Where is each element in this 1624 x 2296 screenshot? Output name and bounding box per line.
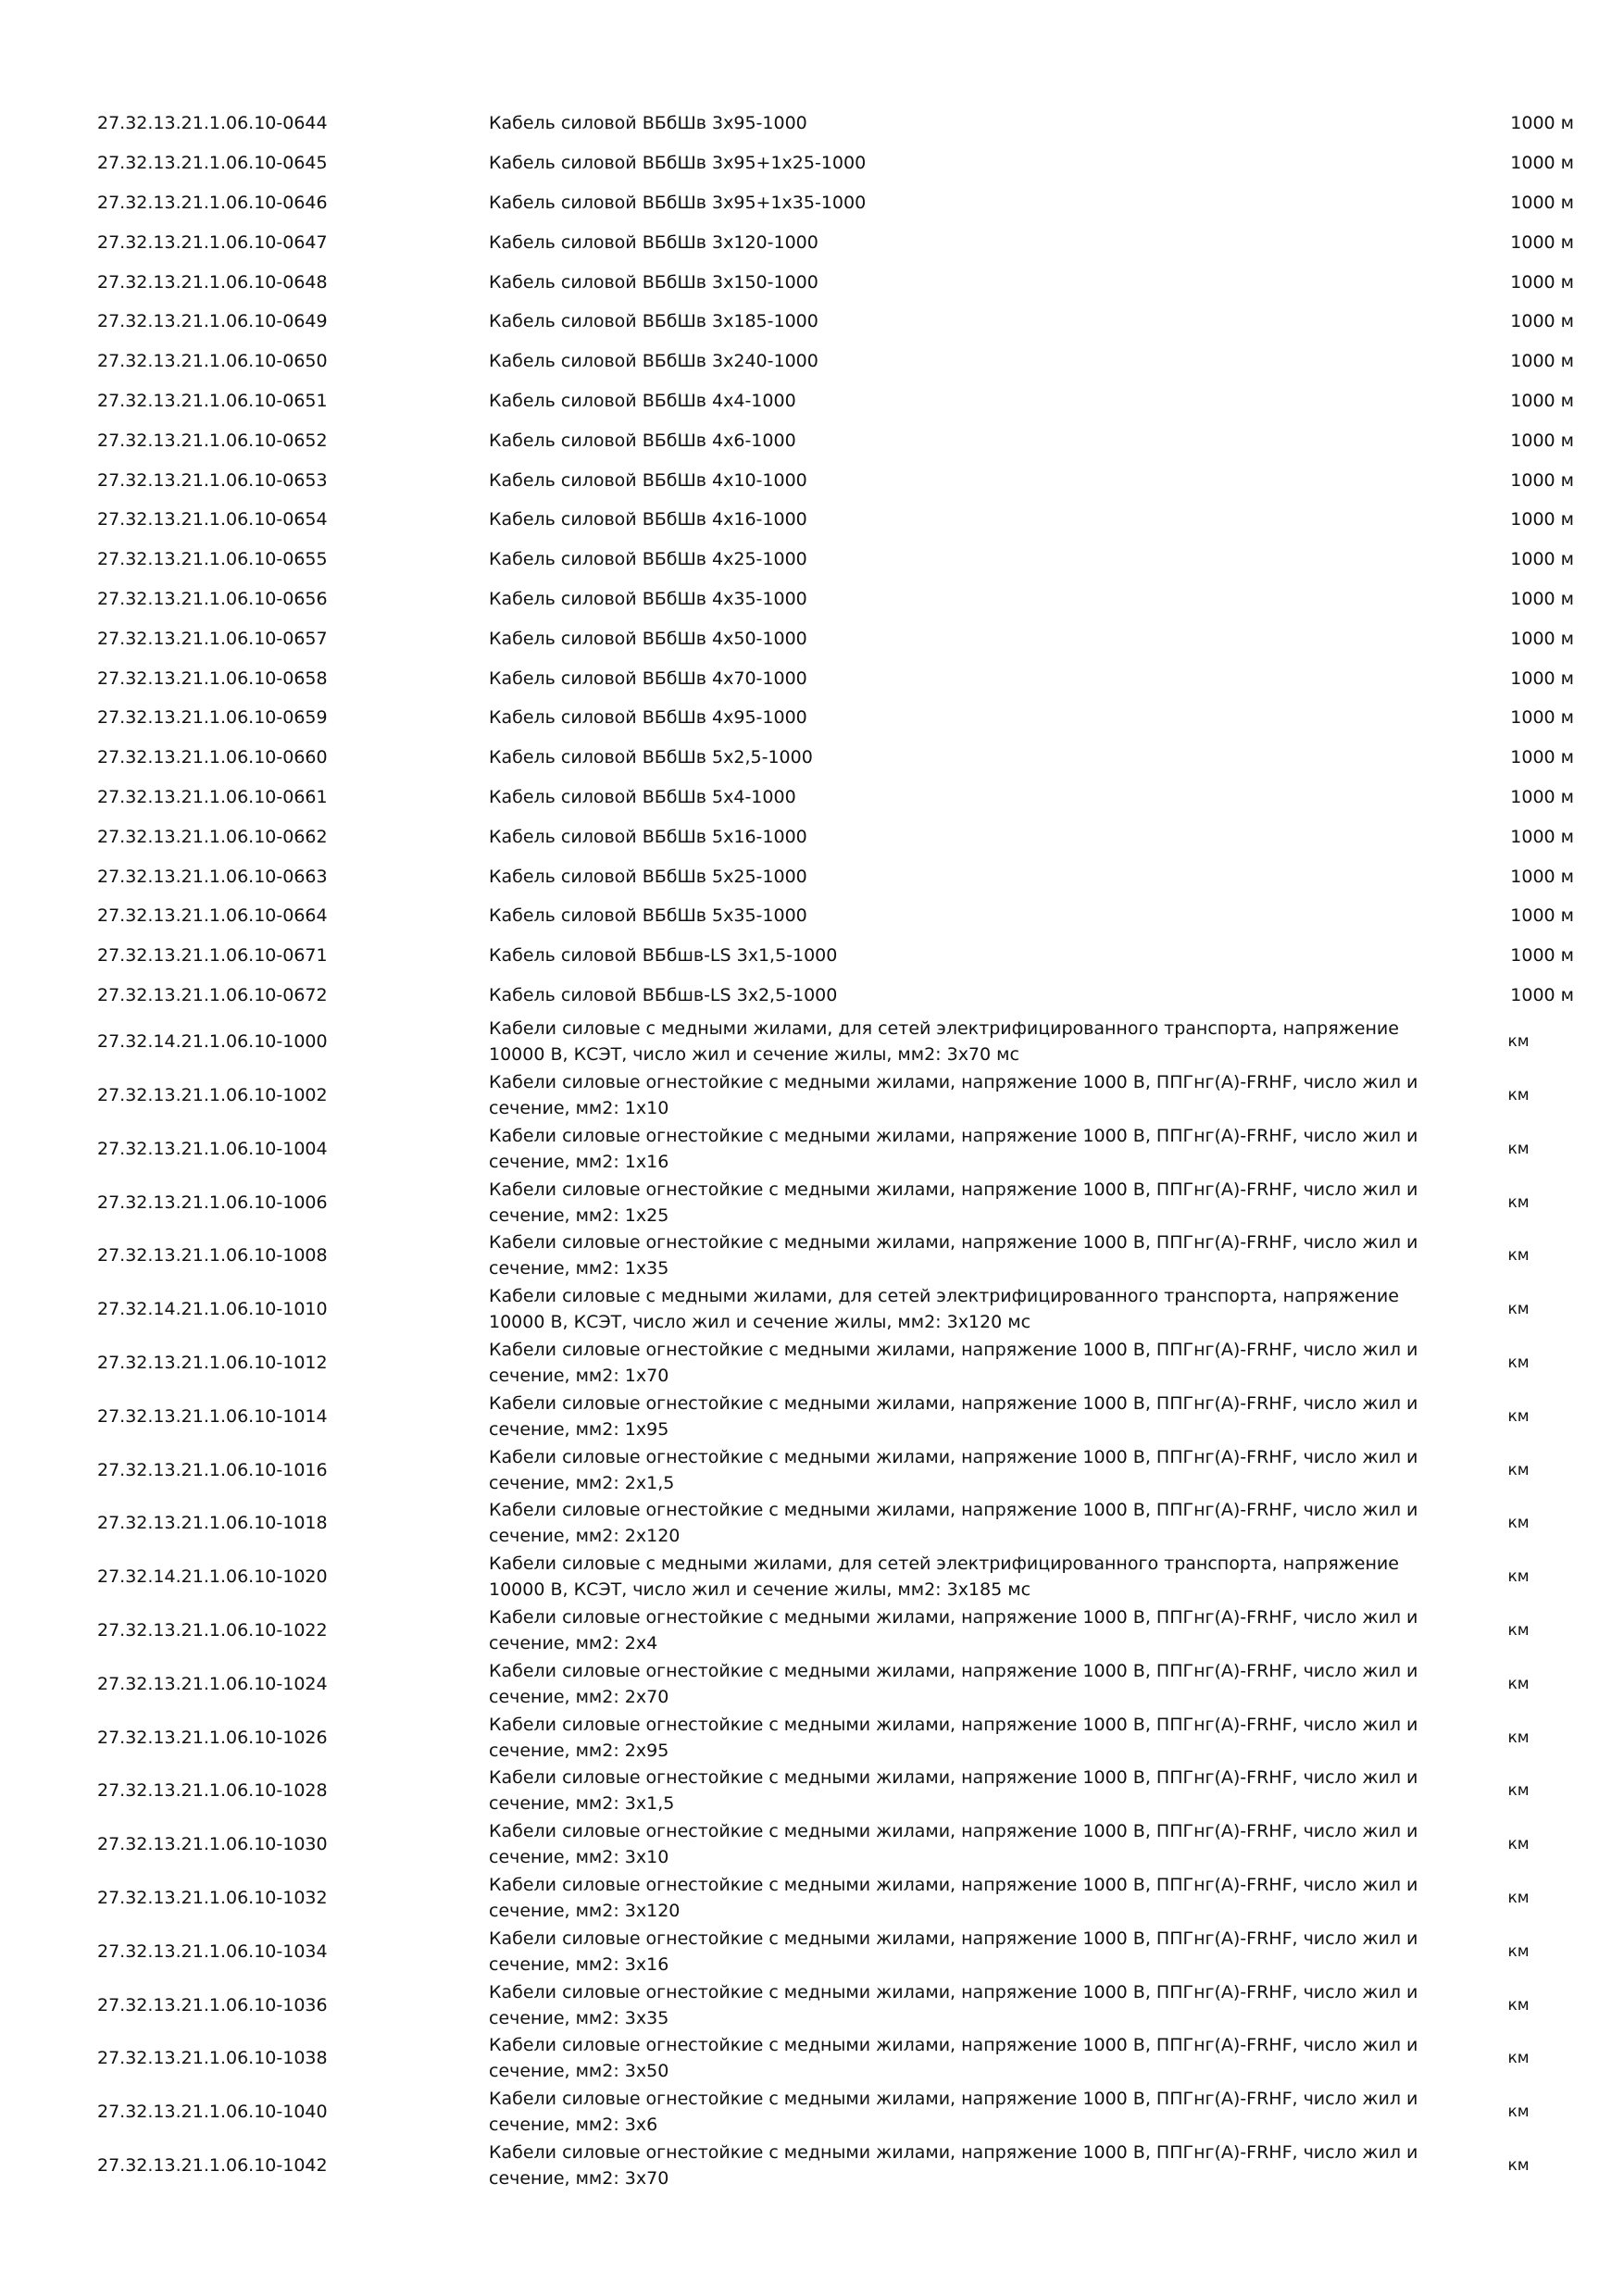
measurement-unit: 1000 м xyxy=(1510,668,1574,689)
measurement-unit: 1000 м xyxy=(1510,549,1574,570)
resource-name: Кабели силовые огнестойкие с медными жилами, напряжение 1000 В, ППГнг(А)-FRHF, число жил и сечение, мм2: 3х70 xyxy=(489,2141,1418,2189)
table-row xyxy=(0,1497,1624,1551)
table-row xyxy=(0,144,1624,183)
resource-code: 27.32.14.21.1.06.10-1010 xyxy=(97,1299,328,1320)
resource-name: Кабель силовой ВБбШв 4х16-1000 xyxy=(489,509,807,530)
resource-code: 27.32.13.21.1.06.10-0663 xyxy=(97,866,328,887)
resource-name: Кабели силовые огнестойкие с медными жилами, напряжение 1000 В, ППГнг(А)-FRHF, число жил и сечение, мм2: 2х1,5 xyxy=(489,1446,1418,1493)
table-row xyxy=(0,1443,1624,1497)
resource-code: 27.32.13.21.1.06.10-0645 xyxy=(97,153,328,174)
table-row xyxy=(0,1764,1624,1817)
resource-code: 27.32.13.21.1.06.10-1038 xyxy=(97,2048,328,2069)
table-row xyxy=(0,778,1624,817)
resource-code: 27.32.14.21.1.06.10-1020 xyxy=(97,1566,328,1588)
measurement-unit: км xyxy=(1507,1514,1530,1533)
measurement-unit: км xyxy=(1507,1086,1530,1105)
measurement-unit: 1000 м xyxy=(1510,469,1574,491)
resource-code: 27.32.13.21.1.06.10-0654 xyxy=(97,509,328,530)
measurement-unit: км xyxy=(1507,1460,1530,1479)
resource-name: Кабели силовые огнестойкие с медными жилами, напряжение 1000 В, ППГнг(А)-FRHF, число жил и сечение, мм2: 3х50 xyxy=(489,2035,1418,2082)
table-row xyxy=(0,2031,1624,2085)
resource-code: 27.32.13.21.1.06.10-1034 xyxy=(97,1940,328,1962)
measurement-unit: км xyxy=(1507,1888,1530,1907)
resource-code: 27.32.13.21.1.06.10-1024 xyxy=(97,1673,328,1694)
table-row xyxy=(0,500,1624,540)
measurement-unit: 1000 м xyxy=(1510,628,1574,649)
resource-name: Кабель силовой ВБбШв 3х95+1х25-1000 xyxy=(489,153,867,174)
measurement-unit: км xyxy=(1507,1674,1530,1693)
table-row xyxy=(0,1978,1624,2032)
measurement-unit: км xyxy=(1507,1781,1530,1801)
resource-name: Кабели силовые огнестойкие с медными жилами, напряжение 1000 В, ППГнг(А)-FRHF, число жил и сечение, мм2: 2х70 xyxy=(489,1660,1418,1707)
resource-code: 27.32.13.21.1.06.10-0655 xyxy=(97,549,328,570)
measurement-unit: км xyxy=(1507,1941,1530,1961)
measurement-unit: 1000 м xyxy=(1510,153,1574,174)
measurement-unit: 1000 м xyxy=(1510,430,1574,451)
measurement-unit: км xyxy=(1507,2049,1530,2068)
resource-name: Кабель силовой ВБбШв 3х185-1000 xyxy=(489,311,818,332)
measurement-unit: км xyxy=(1507,1300,1530,1319)
resource-name: Кабели силовые огнестойкие с медными жилами, напряжение 1000 В, ППГнг(А)-FRHF, число жил и сечение, мм2: 3х10 xyxy=(489,1821,1418,1868)
table-row xyxy=(0,658,1624,698)
resource-name: Кабель силовой ВБбшв-LS 3х2,5-1000 xyxy=(489,984,838,1005)
resource-code: 27.32.13.21.1.06.10-0657 xyxy=(97,628,328,649)
resource-name: Кабель силовой ВБбШв 3х240-1000 xyxy=(489,351,818,372)
resource-code: 27.32.13.21.1.06.10-0672 xyxy=(97,984,328,1005)
table-row xyxy=(0,1336,1624,1390)
table-row xyxy=(0,1871,1624,1925)
table-row xyxy=(0,817,1624,856)
measurement-unit: 1000 м xyxy=(1510,945,1574,967)
table-row xyxy=(0,1550,1624,1603)
resource-code: 27.32.13.21.1.06.10-0664 xyxy=(97,905,328,927)
resource-name: Кабели силовые огнестойкие с медными жилами, напряжение 1000 В, ППГнг(А)-FRHF, число жил и сечение, мм2: 1х70 xyxy=(489,1340,1418,1386)
measurement-unit: км xyxy=(1507,1728,1530,1747)
resource-name: Кабели силовые с медными жилами, для сетей электрифицированного транспорта, напряжение 10000 В, КСЭТ, число жил и сечение жилы, мм2: 3х185 мс xyxy=(489,1554,1399,1601)
resource-name: Кабель силовой ВБбШв 4х4-1000 xyxy=(489,390,796,411)
resource-code: 27.32.13.21.1.06.10-1012 xyxy=(97,1353,328,1373)
measurement-unit: 1000 м xyxy=(1510,390,1574,411)
resource-name: Кабели силовые огнестойкие с медными жилами, напряжение 1000 В, ППГнг(А)-FRHF, число жил и сечение, мм2: 3х6 xyxy=(489,2089,1418,2136)
table-row xyxy=(0,1390,1624,1443)
table-row xyxy=(0,1176,1624,1229)
resource-code: 27.32.13.21.1.06.10-1018 xyxy=(97,1513,328,1534)
measurement-unit: 1000 м xyxy=(1510,826,1574,847)
resource-code: 27.32.13.21.1.06.10-1042 xyxy=(97,2154,328,2176)
table-row xyxy=(0,183,1624,223)
measurement-unit: 1000 м xyxy=(1510,271,1574,293)
measurement-unit: 1000 м xyxy=(1510,113,1574,134)
table-row xyxy=(0,342,1624,381)
measurement-unit: км xyxy=(1507,1567,1530,1587)
measurement-unit: 1000 м xyxy=(1510,866,1574,887)
resource-code: 27.32.13.21.1.06.10-0661 xyxy=(97,786,328,807)
table-row xyxy=(0,1657,1624,1711)
resource-name: Кабель силовой ВБбШв 4х6-1000 xyxy=(489,430,796,451)
measurement-unit: км xyxy=(1507,1406,1530,1426)
resource-name: Кабели силовые огнестойкие с медными жилами, напряжение 1000 В, ППГнг(А)-FRHF, число жил и сечение, мм2: 3х16 xyxy=(489,1928,1418,1975)
table-row xyxy=(0,1068,1624,1122)
measurement-unit: км xyxy=(1507,1032,1530,1052)
table-row xyxy=(0,262,1624,302)
resource-name: Кабель силовой ВБбШв 5х35-1000 xyxy=(489,905,807,927)
table-row xyxy=(0,1229,1624,1283)
measurement-unit: км xyxy=(1507,2103,1530,2122)
resource-name: Кабели силовые огнестойкие с медными жилами, напряжение 1000 В, ППГнг(А)-FRHF, число жил и сечение, мм2: 1х25 xyxy=(489,1179,1418,1226)
resource-code: 27.32.13.21.1.06.10-0644 xyxy=(97,113,328,134)
resource-code: 27.32.13.21.1.06.10-0651 xyxy=(97,390,328,411)
resource-name: Кабель силовой ВБбШв 4х50-1000 xyxy=(489,628,807,649)
measurement-unit: 1000 м xyxy=(1510,231,1574,253)
resource-name: Кабели силовые огнестойкие с медными жилами, напряжение 1000 В, ППГнг(А)-FRHF, число жил и сечение, мм2: 3х1,5 xyxy=(489,1767,1418,1815)
table-row xyxy=(0,1015,1624,1068)
resource-name: Кабели силовые огнестойкие с медными жилами, напряжение 1000 В, ППГнг(А)-FRHF, число жил и сечение, мм2: 2х4 xyxy=(489,1606,1418,1653)
resource-name: Кабели силовые с медными жилами, для сетей электрифицированного транспорта, напряжение 10000 В, КСЭТ, число жил и сечение жилы, мм2: 3х120 мс xyxy=(489,1286,1399,1333)
resource-code: 27.32.13.21.1.06.10-0671 xyxy=(97,945,328,967)
resource-name: Кабели силовые огнестойкие с медными жилами, напряжение 1000 В, ППГнг(А)-FRHF, число жил и сечение, мм2: 1х95 xyxy=(489,1392,1418,1440)
resource-code: 27.32.13.21.1.06.10-1014 xyxy=(97,1405,328,1427)
resource-code: 27.32.13.21.1.06.10-1026 xyxy=(97,1727,328,1748)
table-row xyxy=(0,1282,1624,1336)
measurement-unit: 1000 м xyxy=(1510,509,1574,530)
table-row xyxy=(0,896,1624,936)
resource-code: 27.32.13.21.1.06.10-1008 xyxy=(97,1245,328,1267)
resource-code: 27.32.13.21.1.06.10-0649 xyxy=(97,311,328,332)
resource-name: Кабели силовые огнестойкие с медными жилами, напряжение 1000 В, ППГнг(А)-FRHF, число жил и сечение, мм2: 3х35 xyxy=(489,1981,1418,2028)
resource-name: Кабель силовой ВБбШв 3х95-1000 xyxy=(489,113,807,134)
table-row xyxy=(0,1603,1624,1657)
resource-code: 27.32.13.21.1.06.10-0660 xyxy=(97,747,328,768)
resource-code: 27.32.13.21.1.06.10-1006 xyxy=(97,1192,328,1213)
resource-code: 27.32.13.21.1.06.10-1032 xyxy=(97,1887,328,1908)
price-table xyxy=(0,104,1624,2192)
table-row xyxy=(0,976,1624,1016)
resource-code: 27.32.13.21.1.06.10-0650 xyxy=(97,351,328,372)
table-row xyxy=(0,1711,1624,1765)
resource-name: Кабель силовой ВБбшв-LS 3х1,5-1000 xyxy=(489,945,838,967)
resource-code: 27.32.13.21.1.06.10-1040 xyxy=(97,2102,328,2123)
measurement-unit: 1000 м xyxy=(1510,311,1574,332)
table-row xyxy=(0,1122,1624,1176)
resource-name: Кабель силовой ВБбШв 5х2,5-1000 xyxy=(489,747,813,768)
table-row xyxy=(0,2085,1624,2139)
table-row xyxy=(0,1925,1624,1978)
resource-name: Кабели силовые огнестойкие с медными жилами, напряжение 1000 В, ППГнг(А)-FRHF, число жил и сечение, мм2: 2х95 xyxy=(489,1714,1418,1761)
resource-code: 27.32.13.21.1.06.10-0662 xyxy=(97,826,328,847)
resource-name: Кабель силовой ВБбШв 4х95-1000 xyxy=(489,707,807,729)
table-row xyxy=(0,302,1624,342)
resource-name: Кабель силовой ВБбШв 4х10-1000 xyxy=(489,469,807,491)
resource-name: Кабель силовой ВБбШв 5х16-1000 xyxy=(489,826,807,847)
resource-name: Кабели силовые огнестойкие с медными жилами, напряжение 1000 В, ППГнг(А)-FRHF, число жил и сечение, мм2: 1х35 xyxy=(489,1232,1418,1279)
measurement-unit: км xyxy=(1507,1995,1530,2015)
resource-code: 27.32.13.21.1.06.10-0656 xyxy=(97,588,328,609)
resource-code: 27.32.13.21.1.06.10-1002 xyxy=(97,1085,328,1106)
measurement-unit: км xyxy=(1507,2155,1530,2175)
table-row xyxy=(0,540,1624,580)
measurement-unit: 1000 м xyxy=(1510,786,1574,807)
table-row xyxy=(0,222,1624,262)
resource-name: Кабель силовой ВБбШв 5х25-1000 xyxy=(489,866,807,887)
measurement-unit: 1000 м xyxy=(1510,707,1574,729)
table-row xyxy=(0,618,1624,658)
resource-name: Кабели силовые огнестойкие с медными жилами, напряжение 1000 В, ППГнг(А)-FRHF, число жил и сечение, мм2: 3х120 xyxy=(489,1874,1418,1921)
resource-name: Кабели силовые огнестойкие с медными жилами, напряжение 1000 В, ППГнг(А)-FRHF, число жил и сечение, мм2: 1х16 xyxy=(489,1125,1418,1172)
measurement-unit: 1000 м xyxy=(1510,984,1574,1005)
resource-code: 27.32.13.21.1.06.10-1004 xyxy=(97,1138,328,1159)
measurement-unit: км xyxy=(1507,1835,1530,1854)
resource-name: Кабели силовые огнестойкие с медными жилами, напряжение 1000 В, ППГнг(А)-FRHF, число жил и сечение, мм2: 1х10 xyxy=(489,1072,1418,1119)
resource-code: 27.32.13.21.1.06.10-0653 xyxy=(97,469,328,491)
measurement-unit: 1000 м xyxy=(1510,747,1574,768)
resource-code: 27.32.13.21.1.06.10-1028 xyxy=(97,1780,328,1802)
resource-name: Кабель силовой ВБбШв 3х150-1000 xyxy=(489,271,818,293)
table-row xyxy=(0,738,1624,778)
resource-name: Кабели силовые огнестойкие с медными жилами, напряжение 1000 В, ППГнг(А)-FRHF, число жил и сечение, мм2: 2х120 xyxy=(489,1500,1418,1547)
table-row xyxy=(0,460,1624,500)
resource-name: Кабель силовой ВБбШв 3х95+1х35-1000 xyxy=(489,192,867,213)
resource-code: 27.32.13.21.1.06.10-1022 xyxy=(97,1619,328,1641)
resource-code: 27.32.13.21.1.06.10-1036 xyxy=(97,1994,328,2015)
resource-code: 27.32.13.21.1.06.10-1030 xyxy=(97,1834,328,1855)
measurement-unit: км xyxy=(1507,1139,1530,1158)
table-row xyxy=(0,856,1624,896)
table-row xyxy=(0,2139,1624,2192)
measurement-unit: 1000 м xyxy=(1510,588,1574,609)
resource-name: Кабель силовой ВБбШв 4х70-1000 xyxy=(489,668,807,689)
measurement-unit: км xyxy=(1507,1192,1530,1212)
resource-code: 27.32.13.21.1.06.10-0659 xyxy=(97,707,328,729)
measurement-unit: км xyxy=(1507,1354,1530,1372)
table-row xyxy=(0,580,1624,619)
table-row xyxy=(0,381,1624,421)
resource-code: 27.32.13.21.1.06.10-0652 xyxy=(97,430,328,451)
table-row xyxy=(0,104,1624,144)
resource-code: 27.32.13.21.1.06.10-0647 xyxy=(97,231,328,253)
resource-code: 27.32.13.21.1.06.10-0648 xyxy=(97,271,328,293)
measurement-unit: км xyxy=(1507,1246,1530,1266)
resource-name: Кабель силовой ВБбШв 5х4-1000 xyxy=(489,786,796,807)
table-row xyxy=(0,420,1624,460)
measurement-unit: 1000 м xyxy=(1510,905,1574,927)
resource-code: 27.32.13.21.1.06.10-0646 xyxy=(97,192,328,213)
resource-name: Кабели силовые с медными жилами, для сетей электрифицированного транспорта, напряжение 10000 В, КСЭТ, число жил и сечение жилы, мм2: 3х70 мс xyxy=(489,1018,1399,1066)
table-row xyxy=(0,1817,1624,1871)
measurement-unit: 1000 м xyxy=(1510,192,1574,213)
measurement-unit: км xyxy=(1507,1620,1530,1640)
resource-name: Кабель силовой ВБбШв 3х120-1000 xyxy=(489,231,818,253)
resource-code: 27.32.13.21.1.06.10-1016 xyxy=(97,1459,328,1480)
measurement-unit: 1000 м xyxy=(1510,351,1574,372)
table-row xyxy=(0,698,1624,738)
table-row xyxy=(0,936,1624,976)
resource-code: 27.32.14.21.1.06.10-1000 xyxy=(97,1031,328,1053)
resource-code: 27.32.13.21.1.06.10-0658 xyxy=(97,668,328,689)
resource-name: Кабель силовой ВБбШв 4х35-1000 xyxy=(489,588,807,609)
resource-name: Кабель силовой ВБбШв 4х25-1000 xyxy=(489,549,807,570)
